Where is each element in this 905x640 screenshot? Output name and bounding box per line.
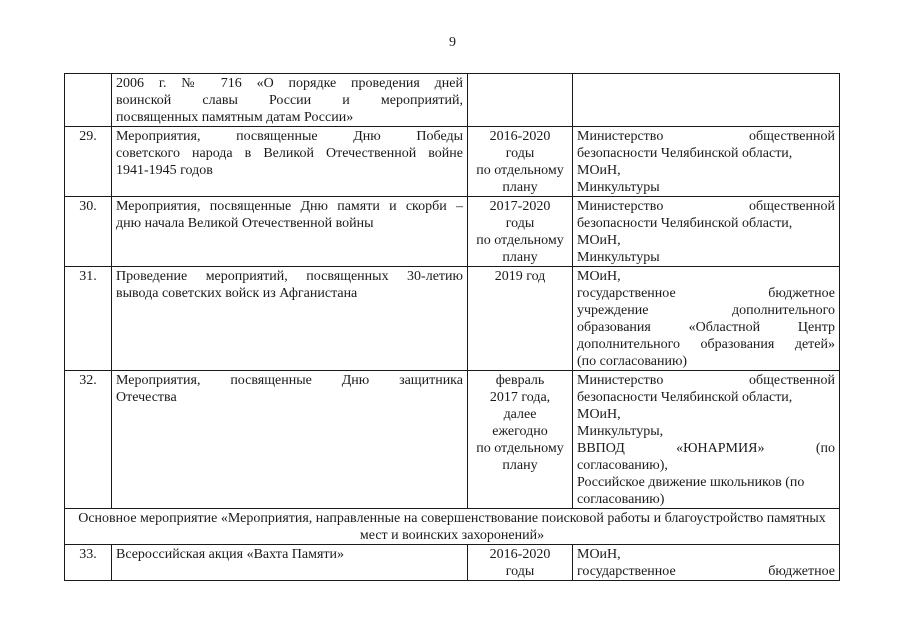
event-name-line: Мероприятия, посвященные Дню памяти и скорби – — [116, 199, 463, 214]
executor-line: МОиН, — [577, 269, 621, 284]
executor-line: МОиН, — [577, 547, 621, 562]
table-row — [65, 371, 840, 509]
executors-cell — [573, 197, 840, 267]
table-row-continuation — [65, 74, 840, 127]
table-row — [65, 545, 840, 581]
term-line: 2016-2020 — [489, 547, 551, 562]
term-line: плану — [502, 250, 538, 265]
row-number: 32. — [65, 371, 112, 509]
executor-line: образования «Областной Центр — [577, 320, 835, 335]
executor-line: безопасности Челябинской области, — [577, 216, 793, 231]
executors-cell — [573, 545, 840, 581]
row-number: 29. — [65, 127, 112, 197]
term-line: далее — [503, 407, 537, 422]
event-name-line: 2006 г. № 716 «О порядке проведения дней — [116, 76, 463, 91]
executor-line: Минкультуры — [577, 180, 660, 195]
executor-line: Минкультуры — [577, 250, 660, 265]
term-line: плану — [502, 458, 538, 473]
term-line: годы — [505, 564, 535, 579]
term-line: годы — [505, 216, 535, 231]
event-name-cell — [112, 127, 468, 197]
executor-line: (по согласованию) — [577, 354, 688, 369]
event-name-line: Мероприятия, посвященные Дню Победы — [116, 129, 463, 144]
executor-line: Министерство общественной — [577, 373, 835, 388]
executor-line: МОиН, — [577, 407, 621, 422]
row-number-cell — [65, 74, 112, 127]
term-line: по отдельному — [476, 233, 564, 248]
table-row — [65, 197, 840, 267]
event-name-line: Мероприятия, посвященные Дню защитника — [116, 373, 463, 388]
term-line: 2019 год — [494, 269, 546, 284]
term-line: по отдельному — [476, 163, 564, 178]
scan-margin-mark — [893, 80, 899, 550]
executor-line: государственное бюджетное — [577, 564, 835, 579]
term-cell — [468, 74, 573, 127]
event-name-cell — [112, 371, 468, 509]
term-line: 2017 года, — [489, 390, 551, 405]
table-row — [65, 267, 840, 371]
executor-line: согласованию) — [577, 492, 665, 507]
section-title: Основное мероприятие «Мероприятия, направленные на совершенствование поисковой работы и благоустройство памятных мест и воинских захоронений» — [65, 509, 840, 545]
executor-line: ВВПОД «ЮНАРМИЯ» (по — [577, 441, 835, 456]
page-number: 9 — [449, 35, 456, 50]
executor-line: согласованию), — [577, 458, 668, 473]
event-name-line: советского народа в Великой Отечественной войне — [116, 146, 463, 161]
events-table — [64, 73, 840, 581]
table-row — [65, 127, 840, 197]
executor-line: дополнительного образования детей» — [577, 337, 835, 352]
event-name-line: 1941-1945 годов — [116, 163, 213, 178]
term-line: 2016-2020 — [489, 129, 551, 144]
term-line: 2017-2020 — [489, 199, 551, 214]
term-line: плану — [502, 180, 538, 195]
executor-line: МОиН, — [577, 233, 621, 248]
executor-line: государственное бюджетное — [577, 286, 835, 301]
row-number: 30. — [65, 197, 112, 267]
term-cell — [468, 267, 573, 371]
executor-line: Российское движение школьников (по — [577, 475, 805, 490]
event-name-cell — [112, 197, 468, 267]
executor-line: Министерство общественной — [577, 199, 835, 214]
executors-cell — [573, 127, 840, 197]
term-line: ежегодно — [492, 424, 548, 439]
executors-cell — [573, 267, 840, 371]
executor-line: Минкультуры, — [577, 424, 664, 439]
event-name-line: дню начала Великой Отечественной войны — [116, 216, 374, 231]
event-name-cell — [112, 74, 468, 127]
event-name-line: воинской славы России и мероприятий, — [116, 93, 463, 108]
executors-cell — [573, 74, 840, 127]
row-number: 31. — [65, 267, 112, 371]
term-cell — [468, 127, 573, 197]
row-number: 33. — [65, 545, 112, 581]
event-name-cell — [112, 545, 468, 581]
term-line: по отдельному — [476, 441, 564, 456]
event-name-line: Проведение мероприятий, посвященных 30-летию — [116, 269, 463, 284]
section-row — [65, 509, 840, 545]
term-cell — [468, 371, 573, 509]
term-cell — [468, 545, 573, 581]
term-line: годы — [505, 146, 535, 161]
executor-line: учреждение дополнительного — [577, 303, 835, 318]
executor-line: МОиН, — [577, 163, 621, 178]
executor-line: Министерство общественной — [577, 129, 835, 144]
term-cell — [468, 197, 573, 267]
event-name-line: вывода советских войск из Афганистана — [116, 286, 358, 301]
executor-line: безопасности Челябинской области, — [577, 146, 793, 161]
executor-line: безопасности Челябинской области, — [577, 390, 793, 405]
event-name-line: Всероссийская акция «Вахта Памяти» — [116, 547, 345, 562]
event-name-line: посвященных памятным датам России» — [116, 110, 354, 125]
term-line: февраль — [495, 373, 545, 388]
executors-cell — [573, 371, 840, 509]
event-name-cell — [112, 267, 468, 371]
event-name-line: Отечества — [116, 390, 177, 405]
